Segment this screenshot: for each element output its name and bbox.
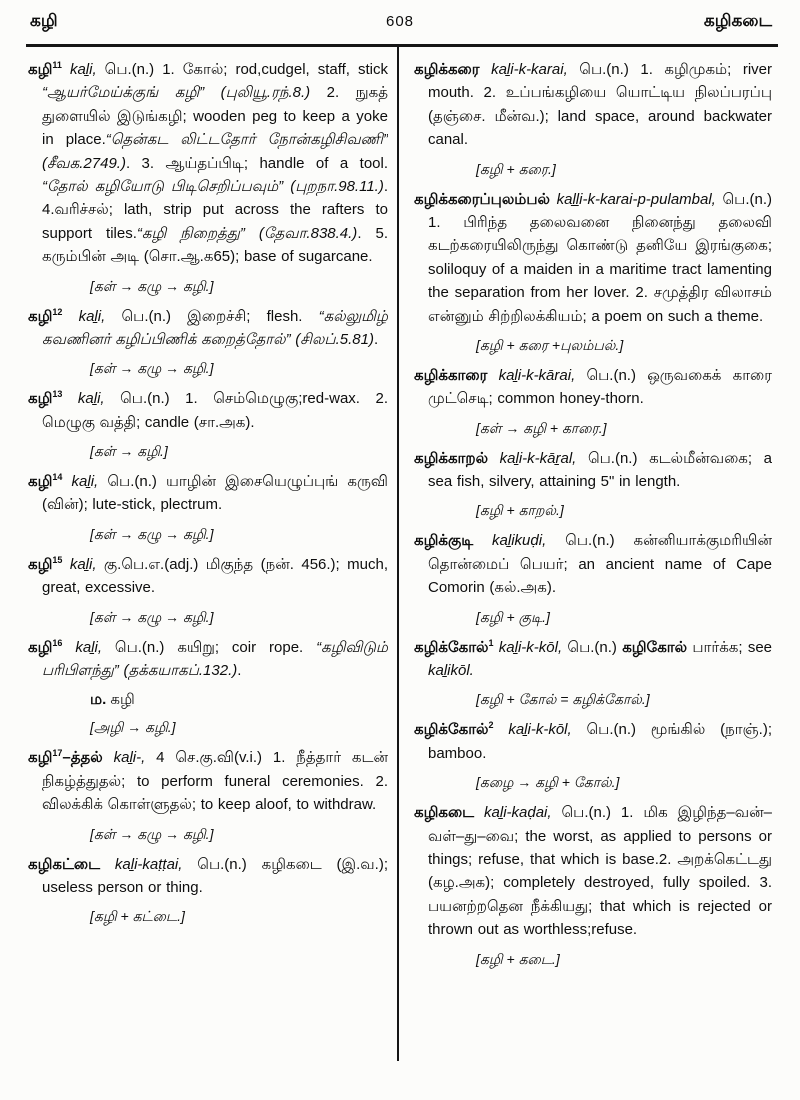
text-run: பெ.(n.) 1. கோல்; rod,cudgel, staff, stick: [96, 61, 388, 78]
text-run: [62, 308, 78, 325]
text-run: [100, 856, 115, 873]
text-run: [62, 390, 78, 407]
dictionary-entry: [28, 387, 388, 462]
dictionary-entry: [414, 188, 772, 356]
headword: கழி: [28, 307, 53, 325]
text-run: பெ.(n.): [562, 638, 623, 656]
dictionary-entry: [414, 447, 772, 522]
transliteration: kaḻi-kaṭṭai,: [114, 855, 183, 873]
text-run: பெ.(n.) யாழின் இசையெழுப்புங் கருவி (வின்); lute-stick, plectrum.: [42, 473, 388, 514]
cognate-label: ம.: [90, 691, 107, 709]
entry-text: [414, 718, 772, 765]
headword: கழி: [28, 61, 53, 78]
homograph-number: 14: [52, 472, 63, 483]
transliteration: kaḻi,: [77, 390, 105, 408]
entry-text: [414, 447, 772, 494]
citation: “கல்லுமிழ் கவணினர் கழிப்பிணிக் கறைத்தோல்” (சிலப்.5.81): [42, 307, 388, 348]
text-run: [103, 749, 114, 766]
entry-text: [414, 188, 772, 328]
text-run: பெ.(n.) இறைச்சி; flesh.: [105, 307, 319, 325]
entry-etymology: [அழி → கழி.]: [90, 719, 176, 736]
text-run: . 3. ஆய்தப்பிடி; handle of a tool.: [125, 154, 388, 172]
entry-text: [414, 636, 772, 683]
text-run: பார்க்க; see: [687, 638, 772, 656]
text-run: பெ.(n.) மூங்கில் (நாஞ்.); bamboo.: [428, 721, 772, 762]
entry-text: [28, 553, 388, 600]
headword: கழிக்கரைப்புலம்பல்: [414, 190, 550, 208]
text-run: பெ.(n.) ஒருவகைக் காரை முட்செடி; common honey-thorn.: [428, 366, 772, 408]
entry-etymology: [கழி + கோல் = கழிக்கோல்.]: [476, 691, 650, 708]
transliteration: kaḻi,: [71, 473, 99, 491]
transliteration: kaḻi-,: [113, 749, 146, 767]
cross-reference-translit: kaḻikōl.: [428, 662, 474, 680]
headword: கழி: [28, 390, 53, 408]
headword: கழிகடை: [414, 804, 475, 822]
text-run: [480, 61, 492, 78]
text-run: பெ.(n.) 1. செம்மெழுகு;red-wax. 2. மெழுகு வத்தி; candle (சா.அக).: [42, 390, 388, 431]
text-run: [62, 556, 69, 573]
headword: கழிக்குடி: [414, 532, 474, 550]
entry-etymology: [கள் → கழி + காரை.]: [476, 419, 607, 436]
guide-word-right: கழிகடை: [703, 11, 772, 30]
text-run: கழி: [106, 691, 135, 709]
entry-text: [28, 746, 388, 816]
dictionary-entry: [414, 636, 772, 711]
header-rule: [26, 44, 778, 47]
entry-text: [28, 387, 388, 434]
entry-etymology: [கள் → கழு → கழி.]: [90, 525, 214, 542]
homograph-number: 16: [52, 637, 63, 648]
headword: கழிக்கோல்: [414, 638, 489, 656]
headword-suffix: –த்தல்: [62, 749, 103, 767]
citation: “கழி நிறைத்து” (தேவா.838.4.): [136, 224, 358, 242]
left-column: [28, 58, 388, 1096]
text-run: [473, 532, 492, 549]
dictionary-entry: [414, 58, 772, 180]
citation: “தோல் கழியோடு பிடிசெறிப்பவும்” (புறநா.98.11.): [42, 177, 384, 195]
transliteration: kaḻi,: [69, 61, 97, 78]
text-run: 2. நுகத் துளையில் இடுங்கழி; wooden peg to keep a yoke in place.: [42, 84, 388, 149]
entry-etymology: [கழி + காறல்.]: [476, 502, 564, 519]
entry-text: [28, 58, 388, 269]
text-run: .: [237, 662, 242, 680]
entry-text: [414, 58, 772, 152]
entry-text: [28, 636, 388, 683]
headword: கழிக்காரை: [414, 366, 488, 384]
text-run: . 4.வரிச்சல்; lath, strip put across the rafters to support tiles.: [42, 177, 388, 242]
entry-text: [28, 305, 388, 352]
text-run: பெ.(n.) கழிகடை (இ.வ.); useless person or thing.: [42, 855, 388, 896]
guide-word-left: கழி: [30, 11, 58, 30]
page-number: 608: [385, 13, 415, 30]
transliteration: kaḻi-k-karai,: [491, 61, 568, 78]
transliteration: kaḻikuḍi,: [492, 532, 547, 550]
homograph-number: 2: [488, 720, 494, 731]
dictionary-entry: [414, 529, 772, 627]
citation: “ஆயர்மேய்க்குங் கழி” (புலியூ.ரந்.8.): [42, 84, 311, 102]
entry-etymology: [கள் → கழு → கழி.]: [90, 608, 214, 625]
right-column: [414, 58, 772, 1096]
headword: கழி: [28, 638, 53, 656]
dictionary-entry: [28, 853, 388, 928]
entry-text: [414, 529, 772, 599]
text-run: பெ.(n.) 1. மிக இழிந்த–வன்–வள்–து–வை; the worst, as applied to persons or things; refuse, that which is base.2. அறக்கெட்டது (கழ.அக); completely destroyed, fully spoiled. 3. பயனற்றதென நீக்கியது; that which is rejected or thrown out as worthless;refuse.: [428, 804, 772, 939]
homograph-number: 17: [52, 748, 63, 759]
entry-text: [28, 853, 388, 900]
transliteration: kaḻḻi-k-karai-p-pulambal,: [556, 190, 716, 208]
transliteration: kaḻi-k-kōl,: [508, 721, 572, 739]
headword: கழிக்காறல்: [414, 449, 489, 467]
dictionary-entry: [28, 746, 388, 844]
transliteration: kaḻi-k-kārai,: [498, 366, 576, 384]
text-run: பெ.(n.) கன்னியாக்குமரியின் தொன்மைப் பெயர்; an ancient name of Cape Comorin (கல்.அக).: [428, 532, 772, 597]
citation: “தென்கட லிட்டதோர் நோன்கழிசிவணி” (சீவக.2749.): [42, 131, 388, 172]
text-run: பெ.(n.) கடல்மீன்வகை; a sea fish, silvery, attaining 5" in length.: [428, 449, 772, 491]
text-run: [488, 450, 500, 467]
dictionary-entry: [28, 305, 388, 380]
text-run: [474, 804, 484, 821]
entry-text: [414, 364, 772, 411]
text-run: பெ.(n.) 1. பிரிந்த தலைவனை நினைந்து தலைவி கடற்கரையிலிருந்து கொண்டு தனியே இரங்குகை; soliloquy of a maiden in a maritime tract lamenting the separation from her lover. 2. சமுத்திர விலாசம் என்னும் சிற்றிலக்கியம்; a poem on such a theme.: [428, 190, 772, 325]
dictionary-entry: [28, 470, 388, 545]
text-run: .: [373, 330, 379, 348]
text-run: [550, 191, 557, 208]
entry-note: [90, 691, 388, 710]
headword: கழி: [28, 473, 53, 491]
homograph-number: 1: [488, 637, 494, 648]
transliteration: kaḻi,: [78, 307, 106, 325]
entry-etymology: [கழி + கரை +புலம்பல்.]: [476, 336, 624, 353]
homograph-number: 12: [52, 306, 63, 317]
entry-etymology: [கழி + குடி.]: [476, 608, 550, 625]
entry-etymology: [கழை → கழி + கோல்.]: [476, 774, 620, 791]
homograph-number: 15: [52, 554, 63, 565]
homograph-number: 13: [52, 389, 63, 400]
text-run: [62, 473, 71, 490]
dictionary-entry: [414, 364, 772, 439]
dictionary-entry: [414, 801, 772, 969]
text-run: [487, 367, 498, 384]
entry-etymology: [கள் → கழு → கழி.]: [90, 360, 214, 377]
headword: கழிக்கோல்: [414, 721, 489, 739]
text-run: பெ.(n.) கயிறு; coir rope.: [102, 638, 317, 656]
entry-etymology: [கழி + கடை.]: [476, 950, 560, 967]
entry-etymology: [கழி + கட்டை.]: [90, 908, 185, 925]
entry-etymology: [கள் → கழு → கழி.]: [90, 277, 214, 294]
text-run: பெ.(n.) 1. கழிமுகம்; river mouth. 2. உப்பங்கழியை யொட்டிய நிலப்பரப்பு (தஞ்சை. மீன்வ.); land space, around backwater canal.: [428, 61, 772, 149]
transliteration: kaḻi-k-kāṟal,: [499, 449, 577, 467]
headword: கழி: [28, 555, 53, 573]
transliteration: kaḻi-k-kōl,: [498, 638, 563, 656]
transliteration: kaḻi-kaḍai,: [484, 804, 552, 822]
text-run: கு.பெ.எ.(adj.) மிகுந்த (நன். 456.); much, great, excessive.: [42, 555, 388, 597]
homograph-number: 11: [52, 60, 62, 70]
entry-etymology: [கழி + கரை.]: [476, 160, 556, 177]
transliteration: kaḻi,: [69, 555, 97, 573]
dictionary-entry: [414, 718, 772, 793]
dictionary-entry: [28, 58, 388, 297]
text-run: [494, 721, 509, 738]
dictionary-entry: [28, 553, 388, 628]
citation: “கழிவிடும் பரிபிளந்து” (தக்கயாகப்.132.): [42, 638, 388, 680]
text-run: . 5. கரும்பின் அடி (சொ.ஆ.க65); base of sugarcane.: [42, 224, 388, 266]
entry-text: [28, 470, 388, 517]
text-run: [62, 639, 75, 656]
headword: கழிக்கரை: [414, 61, 480, 78]
cross-reference: கழிகோல்: [622, 638, 688, 656]
headword: கழிகட்டை: [28, 855, 101, 873]
entry-etymology: [கள் → கழு → கழி.]: [90, 825, 214, 842]
text-run: 4 செ.கு.வி(v.i.) 1. நீத்தார் கடன் நிகழ்த்துதல்; to perform funeral ceremonies. 2. விலக்கிக் கொள்ளுதல்; to keep aloof, to withdraw.: [42, 749, 388, 814]
column-divider: [397, 47, 399, 1061]
text-run: [62, 61, 70, 78]
transliteration: kaḻi,: [75, 638, 102, 656]
headword: கழி: [28, 749, 53, 767]
entry-text: [414, 801, 772, 941]
dictionary-entry: [28, 636, 388, 739]
entry-etymology: [கள் → கழி.]: [90, 443, 168, 460]
